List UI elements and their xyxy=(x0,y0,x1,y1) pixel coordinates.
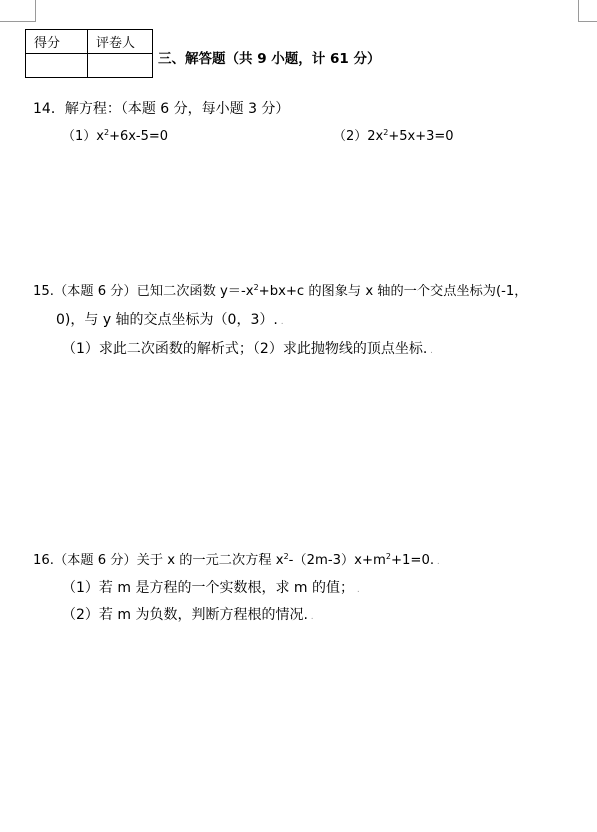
q14-part1 xyxy=(62,127,168,147)
crop-mark-top-left xyxy=(0,21,36,22)
q14-part2-exponent: 2 xyxy=(383,128,389,137)
q14-stem: 14．解方程：（本题 6 分，每小题 3 分） xyxy=(33,101,290,117)
score-label: 得分 xyxy=(26,30,88,54)
q16-line1-text-rest: +1=0. xyxy=(390,553,435,568)
q16-line3-text: （2）若 m 为负数，判断方程根的情况. xyxy=(62,607,308,623)
q14-part1-exponent: 2 xyxy=(103,128,110,137)
q16-line2-text: （1）若 m 是方程的一个实数根，求 m 的值； xyxy=(62,580,354,596)
q14-part1-text: （1）x xyxy=(62,129,104,144)
q16-line1-text: 16.（本题 6 分）关于 x 的一元二次方程 x xyxy=(33,553,284,568)
q16-line1-exponent-2: 2 xyxy=(385,552,391,561)
grader-cell xyxy=(88,54,153,78)
q16-line1-exponent: 2 xyxy=(283,552,289,561)
q14-part1-text-rest: +6x-5=0 xyxy=(109,129,169,144)
q14-part2-text-rest: +5x+3=0 xyxy=(388,129,454,144)
q15-line2-text: 0)，与 y 轴的交点坐标为（0，3）. xyxy=(56,312,278,328)
q15-line1-text-rest: +bx+c 的图象与 x 轴的一个交点坐标为(-1， xyxy=(258,284,528,299)
score-cell xyxy=(26,54,88,78)
paragraph-mark: . xyxy=(434,557,440,567)
crop-mark-top-right xyxy=(578,0,579,22)
q15-line1 xyxy=(33,282,527,302)
paragraph-mark: . xyxy=(427,346,433,356)
q15-line1-text: 15.（本题 6 分）已知二次函数 y＝-x xyxy=(33,284,254,299)
q16-line1 xyxy=(33,551,440,572)
q14-part2-text: （2）2x xyxy=(333,129,384,144)
q14-part2 xyxy=(333,127,454,147)
score-table xyxy=(25,29,153,78)
q15-line3 xyxy=(62,339,433,361)
q16-line1-text-mid: -（2m-3）x+m xyxy=(288,553,386,568)
q15-line3-text: （1）求此二次函数的解析式；（2）求此抛物线的顶点坐标. xyxy=(62,341,428,357)
q16-line3 xyxy=(62,605,314,627)
q16-line2 xyxy=(62,578,360,600)
crop-mark-top-left xyxy=(35,0,36,22)
paragraph-mark: . xyxy=(353,585,360,595)
section-title: 三、解答题（共 9 小题，计 61 分） xyxy=(158,51,381,67)
q15-line1-exponent: 2 xyxy=(253,283,259,292)
paragraph-mark: . xyxy=(307,612,314,622)
paragraph-mark: . xyxy=(277,317,284,327)
grader-label: 评卷人 xyxy=(88,30,153,54)
crop-mark-top-right xyxy=(578,21,597,22)
q15-line2 xyxy=(56,310,284,332)
